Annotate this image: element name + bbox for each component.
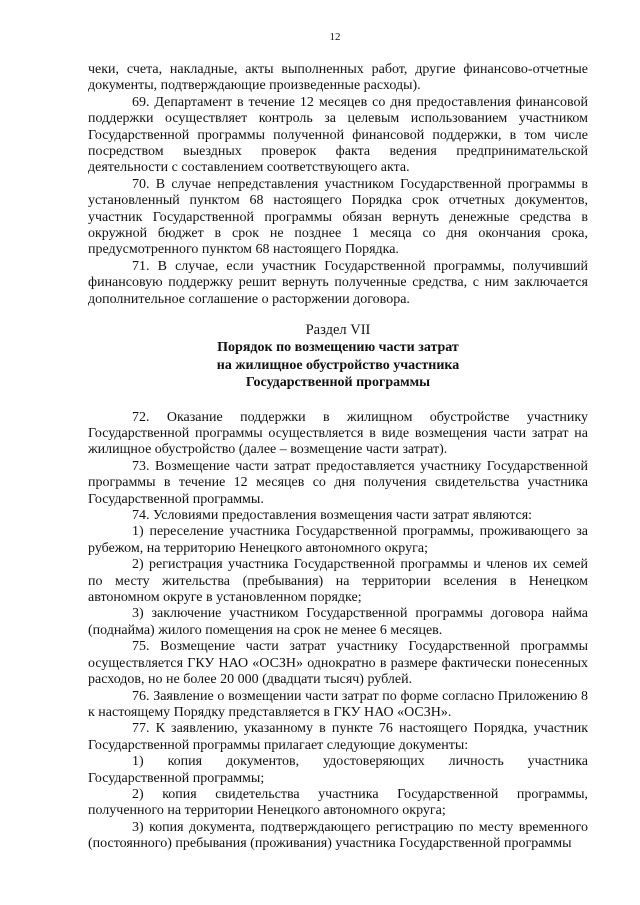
section-title-line: Порядок по возмещению части затрат [217,340,459,356]
list-item-74-1: 1) переселение участника Государственной программы, проживающего за рубежом, на территорию Ненецкого автономного округа; [88,524,588,556]
section-title-line: Государственной программы [245,375,431,391]
list-item-74-2: 2) регистрация участника Государственной программы и членов их семей по месту жительства (пребывания) на территории вселения в Ненецком автономном округе в установленном порядке; [88,557,588,606]
list-item-77-1: 1) копия документов, удостоверяющих личность участника Государственной программы; [88,754,588,786]
paragraph-74: 74. Условиями предоставления возмещения части затрат являются: [132,508,533,524]
section-heading [88,321,588,392]
paragraph-76: 76. Заявление о возмещении части затрат по форме согласно Приложению 8 к настоящему Порядку представляется в ГКУ НАО «ОСЗН». [88,688,588,720]
paragraph-71: 71. В случае, если участник Государственной программы, получивший финансовую поддержку решит вернуть полученные средства, с ним заключается дополнительное соглашение о расторжении договора. [88,258,588,307]
list-item-77-2: 2) копия свидетельства участника Государственной программы, полученного на территории Ненецкого автономного округа; [88,786,588,819]
page-number: 12 [329,31,341,43]
paragraph-73: 73. Возмещение части затрат предоставляется участнику Государственной программы в течение 12 месяцев со дня получения свидетельства участника Государственной программы. [88,458,588,507]
list-item-77-3: 3) копия документа, подтверждающего регистрацию по месту временного (постоянного) пребывания (проживания) участника Государственной программы [88,819,588,852]
document-page [88,30,588,853]
paragraph-continuation: чеки, счета, накладные, акты выполненных работ, другие финансово-отчетные документы, подтверждающие произведенные расходы). [88,62,588,94]
list-item-74-3: 3) заключение участником Государственной программы договора найма (поднайма) жилого помещения на срок не менее 6 месяцев. [88,606,588,638]
paragraph-77: 77. К заявлению, указанному в пункте 76 настоящего Порядка, участник Государственной программы прилагает следующие документы: [88,721,588,753]
paragraph-70: 70. В случае непредставления участником Государственной программы в установленный пунктом 68 настоящего Порядка срок отчетных документов, участник Государственной программы обязан вернуть денежные средства в окружной бюджет в срок не позднее 1 месяца со дня окончания срока, предусмотренного пунктом 68 настоящего Порядка. [88,176,588,258]
paragraph-72: 72. Оказание поддержки в жилищном обустройстве участнику Государственной программы осуществляется в виде возмещения части затрат на жилищное обустройство (далее – возмещение части затрат). [88,409,588,458]
paragraph-69: 69. Департамент в течение 12 месяцев со дня предоставления финансовой поддержки осуществляет контроль за целевым использованием участником Государственной программы полученной финансовой поддержки, в том числе посредством выездных проверок факта ведения предпринимательской деятельности с составлением соответствующего акта. [88,94,588,176]
section-number: Раздел VII [305,322,371,339]
section-title-line: на жилищное обустройство участника [216,357,460,373]
paragraph-75: 75. Возмещение части затрат участнику Государственной программы осуществляется ГКУ НАО «ОСЗН» однократно в размере фактически понесенных расходов, но не более 20 000 (двадцати тысяч) рублей. [88,639,588,688]
